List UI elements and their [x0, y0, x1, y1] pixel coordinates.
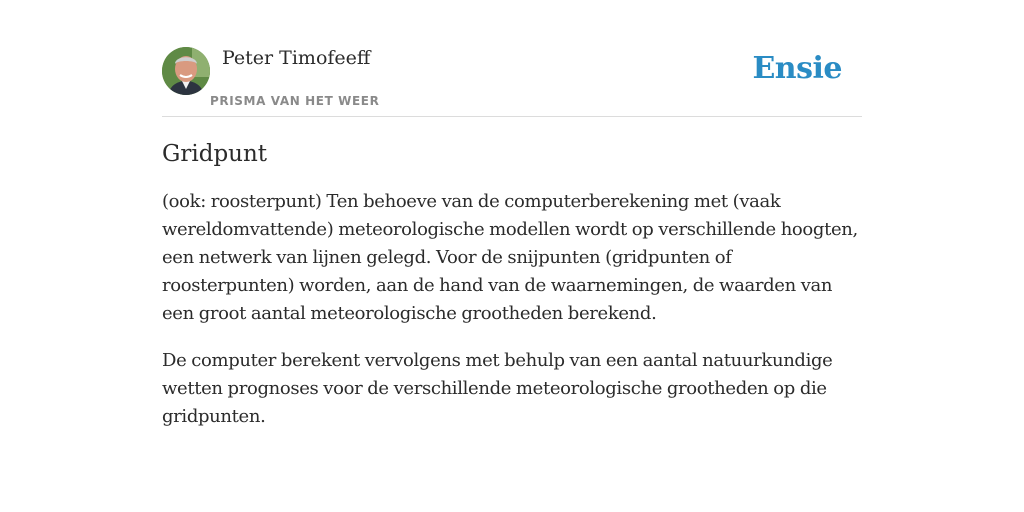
term-title: Gridpunt: [162, 141, 268, 167]
author-avatar[interactable]: [162, 47, 210, 95]
source-label[interactable]: PRISMA VAN HET WEER: [210, 94, 380, 108]
definition-paragraph: (ook: roosterpunt) Ten behoeve van de computerberekening met (vaak wereldomvattende) meteorologische modellen wordt op verschillende hoogten, een netwerk van lijnen gelegd. Voor de snijpunten (gridpunten of roosterpunten) worden, aan de hand van de waarnemingen, de waarden van een groot aantal meteorologische grootheden berekend.: [162, 191, 858, 324]
entry-content: [162, 138, 862, 450]
definition-paragraph: De computer berekent vervolgens met behulp van een aantal natuurkundige wetten prognoses voor de verschillende meteorologische grootheden op die gridpunten.: [162, 350, 833, 427]
author-name[interactable]: Peter Timofeeff: [222, 47, 371, 69]
definition: [162, 188, 862, 431]
entry-header: [162, 0, 862, 117]
ensie-logo[interactable]: Ensie: [752, 51, 842, 86]
